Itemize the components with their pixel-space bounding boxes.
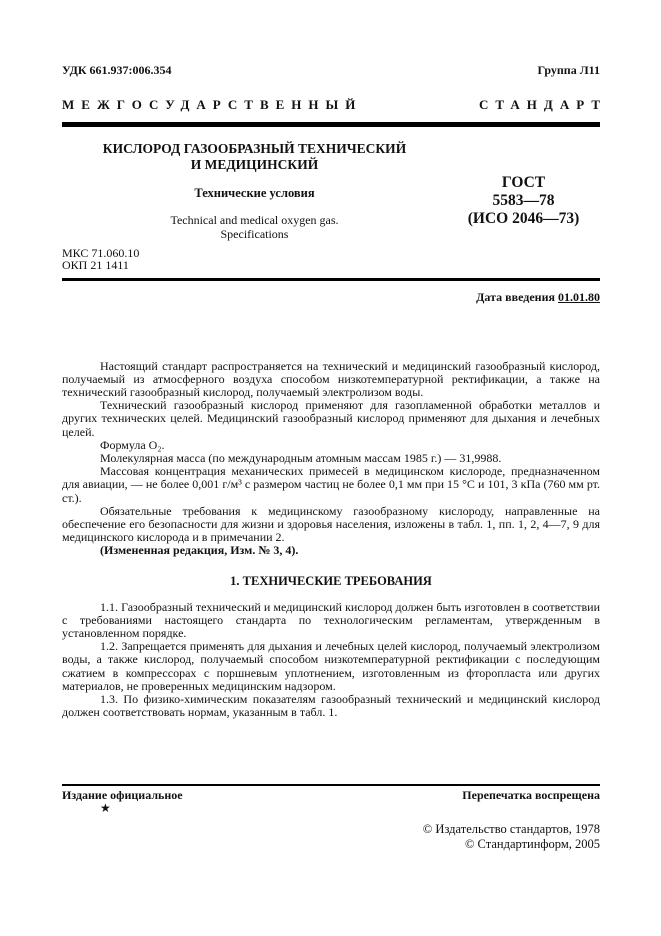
copyright-block (62, 822, 600, 852)
title-en-line2: Specifications (220, 227, 289, 241)
copyright-line2: © Стандартинформ, 2005 (464, 837, 600, 851)
header-divider-bar (62, 122, 600, 127)
okp-code: ОКП 21 1411 (62, 258, 129, 272)
section1-paragraph: 1.3. По физико-химическим показателям газообразный технический и медицинский кислород должен соответствовать нормам, указанным в табл. 1. (62, 691, 600, 720)
codes-block (62, 247, 600, 271)
page-footer (62, 784, 600, 852)
designation-line1: ГОСТ (501, 174, 546, 191)
effective-date-label: Дата введения (476, 289, 555, 304)
document-title-en (62, 213, 447, 241)
section1-heading: 1. ТЕХНИЧЕСКИЕ ТРЕБОВАНИЯ (230, 573, 432, 588)
classification-row (62, 63, 600, 77)
footer-notice-row (62, 786, 600, 802)
title-ru-line1: КИСЛОРОД ГАЗООБРАЗНЫЙ ТЕХНИЧЕСКИЙ (102, 141, 407, 156)
udk-code: УДК 661.937:006.354 (62, 63, 172, 77)
amendment-note: (Измененная редакция, Изм. № 3, 4). (100, 543, 299, 558)
intro-paragraph: Массовая концентрация механических примесей в медицинском кислороде, предназначенном для авиации, — не более 0,001 г/м³ с размером частиц не более 0,1 мм при 15 °С и 101, 3 кПа (760 мм рт. ст.). (62, 464, 600, 505)
title-block (62, 141, 600, 241)
page-content (62, 0, 607, 720)
intro-paragraph: Настоящий стандарт распространяется на технический и медицинский газообразный кислород, получаемый из атмосферного воздуха способом низкотемпературной ректификации, а также на технический газообразный кислород, получаемый электролизом воды. (62, 358, 600, 399)
designation-line3: (ИСО 2046—73) (467, 210, 580, 227)
header-bottom-rule (62, 278, 600, 281)
effective-date-row (62, 290, 600, 304)
title-ru-line2: И МЕДИЦИНСКИЙ (190, 157, 319, 172)
intro-paragraph: Технический газообразный кислород применяют для газопламенной обработки металлов и других технических целей. Медицинский газообразный кислород применяют для дыхания и лечебных целей. (62, 398, 600, 439)
title-left-column (62, 141, 447, 241)
document-body (62, 360, 600, 720)
star-icon: ★ (100, 801, 111, 815)
group-code: Группа Л11 (537, 63, 600, 77)
section1-paragraph: 1.2. Запрещается применять для дыхания и лечебных целей кислород, получаемый электролизом воды, а также кислород, получаемый способом низкотемпературной ректификации с последующим сжатием в компрессорах с поршневым уплотнением, изготовленным из фторопласта или других материалов, не проверенных медицинским надзором. (62, 639, 600, 693)
standard-kind-row (62, 97, 607, 112)
intro-paragraph: Молекулярная масса (по международным атомным массам 1985 г.) — 31,9988. (100, 450, 502, 465)
document-subtitle-ru: Технические условия (194, 186, 315, 200)
title-en-line1: Technical and medical oxygen gas. (170, 213, 339, 227)
official-edition-label: Издание официальное (62, 788, 183, 802)
reprint-notice-label: Перепечатка воспрещена (462, 788, 600, 802)
copyright-line1: © Издательство стандартов, 1978 (422, 822, 600, 836)
document-title-ru (62, 141, 447, 173)
designation-line2: 5583—78 (492, 192, 555, 209)
standard-kind-word1: МЕЖГОСУДАРСТВЕННЫЙ (62, 97, 363, 112)
intro-paragraph: Формула О₂. (100, 437, 165, 452)
effective-date-value: 01.01.80 (558, 289, 600, 304)
mks-code: МКС 71.060.10 (62, 246, 140, 260)
section1-paragraph: 1.1. Газообразный технический и медицинский кислород должен быть изготовлен в соответствии с требованиями настоящего стандарта по технологическим регламентам, утвержденным в установленном порядке. (62, 599, 600, 640)
standard-designation (447, 141, 600, 241)
intro-paragraph: Обязательные требования к медицинскому газообразному кислороду, направленные на обеспечение его безопасности для жизни и здоровья населения, изложены в табл. 1, пп. 1, 2, 4—7, 9 для медицинского кислорода и в примечании 2. (62, 503, 600, 545)
standard-kind-word2: СТАНДАРТ (478, 97, 607, 112)
